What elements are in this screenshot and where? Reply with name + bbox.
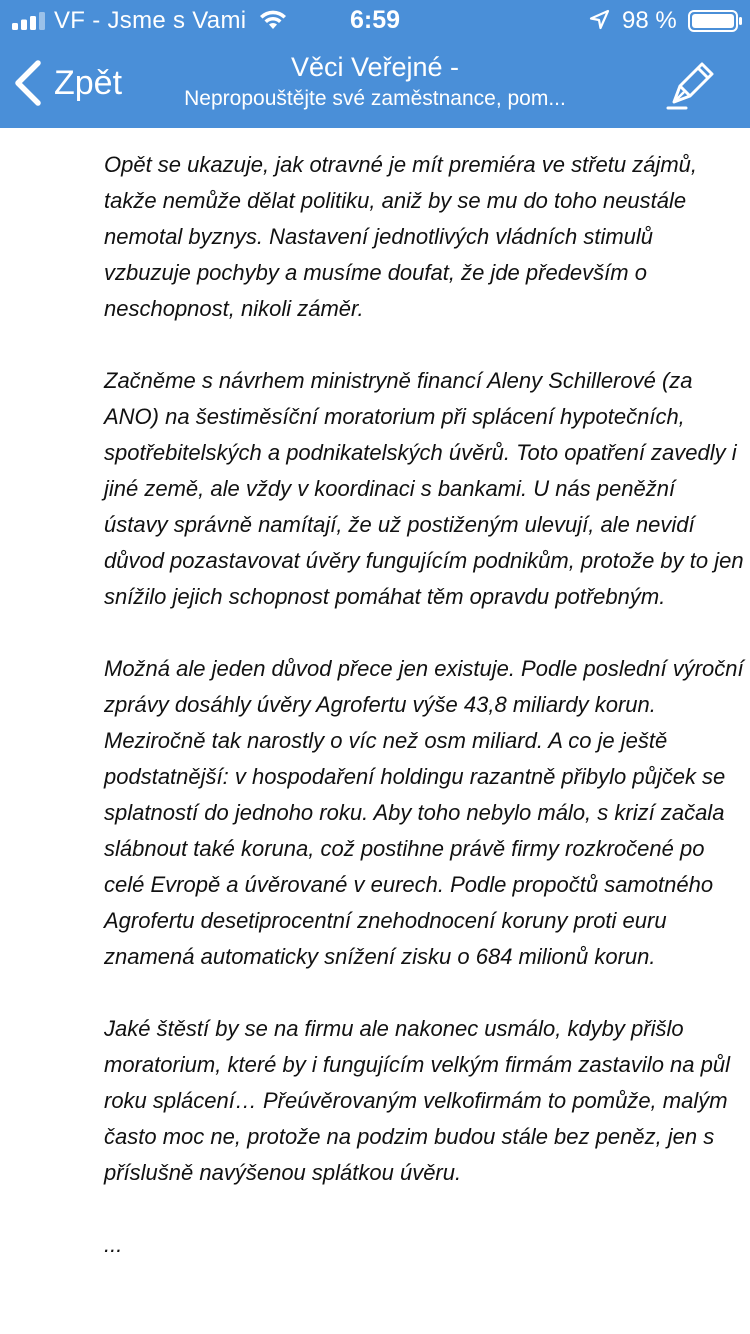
navigation-bar [0, 40, 750, 128]
carrier-name: VF - Jsme s Vami [54, 7, 247, 34]
article-continuation: ... [104, 1232, 123, 1257]
article-paragraph: Opět se ukazuje, jak otravné je mít premiéra ve střetu zájmů, takže nemůže dělat politiku, aniž by se mu do toho neustále nemotal byznys. Nastavení jednotlivých vládních stimulů vzbuzuje pochyby a musíme doufat, že jde především o neschopnost, nikoli záměr. [104, 152, 698, 321]
back-button[interactable] [12, 58, 122, 108]
battery-icon [688, 10, 744, 32]
compose-pen-icon[interactable] [664, 56, 720, 112]
nav-title-block [130, 50, 620, 114]
top-bar [0, 0, 750, 128]
status-bar [0, 0, 750, 40]
battery-percentage: 98 % [622, 7, 677, 34]
page-subtitle: Nepropouštějte své zaměstnance, pom... [184, 87, 566, 110]
article-paragraph: Jaké štěstí by se na firmu ale nakonec usmálo, kdyby přišlo moratorium, které by i fungujícím velkým firmám zastavilo na půl roku splácení… Přeúvěrovaným velkofirmám to pomůže, malým často moc ne, protože na podzim budou stále bez peněz, jen s příslušně navýšenou splátkou úvěru. [104, 1016, 730, 1185]
article-body [104, 147, 744, 1299]
article-paragraph: Možná ale jeden důvod přece jen existuje. Podle poslední výroční zprávy dosáhly úvěry Agrofertu výše 43,8 miliardy korun. Meziročně tak narostly o víc než osm miliard. A co je ještě podstatnější: v hospodaření holdingu razantně přibylo půjček se splatností do jednoho roku. Aby toho nebylo málo, s krizí začala slábnout také koruna, což postihne právě firmy rozkročené po celé Evropě a úvěrované v eurech. Podle propočtů samotného Agrofertu desetiprocentní znehodnocení koruny proti euru znamená automaticky snížení zisku o 684 milionů korun. [104, 656, 744, 969]
back-button-label: Zpět [54, 63, 123, 102]
status-time: 6:59 [349, 6, 401, 34]
location-arrow-icon [588, 9, 610, 31]
chevron-left-icon [12, 59, 44, 107]
page-title: Věci Veřejné - [290, 52, 460, 82]
article-paragraph: Začněme s návrhem ministryně financí Aleny Schillerové (za ANO) na šestiměsíční moratorium při splácení hypotečních, spotřebitelských a podnikatelských úvěrů. Toto opatření zavedly i jiné země, ale vždy v koordinaci s bankami. U nás peněžní ústavy správně namítají, že už postiženým ulevují, ale nevidí důvod pozastavovat úvěry fungujícím podnikům, protože by to jen snížilo jejich schopnost pomáhat těm opravdu potřebným. [104, 368, 744, 609]
